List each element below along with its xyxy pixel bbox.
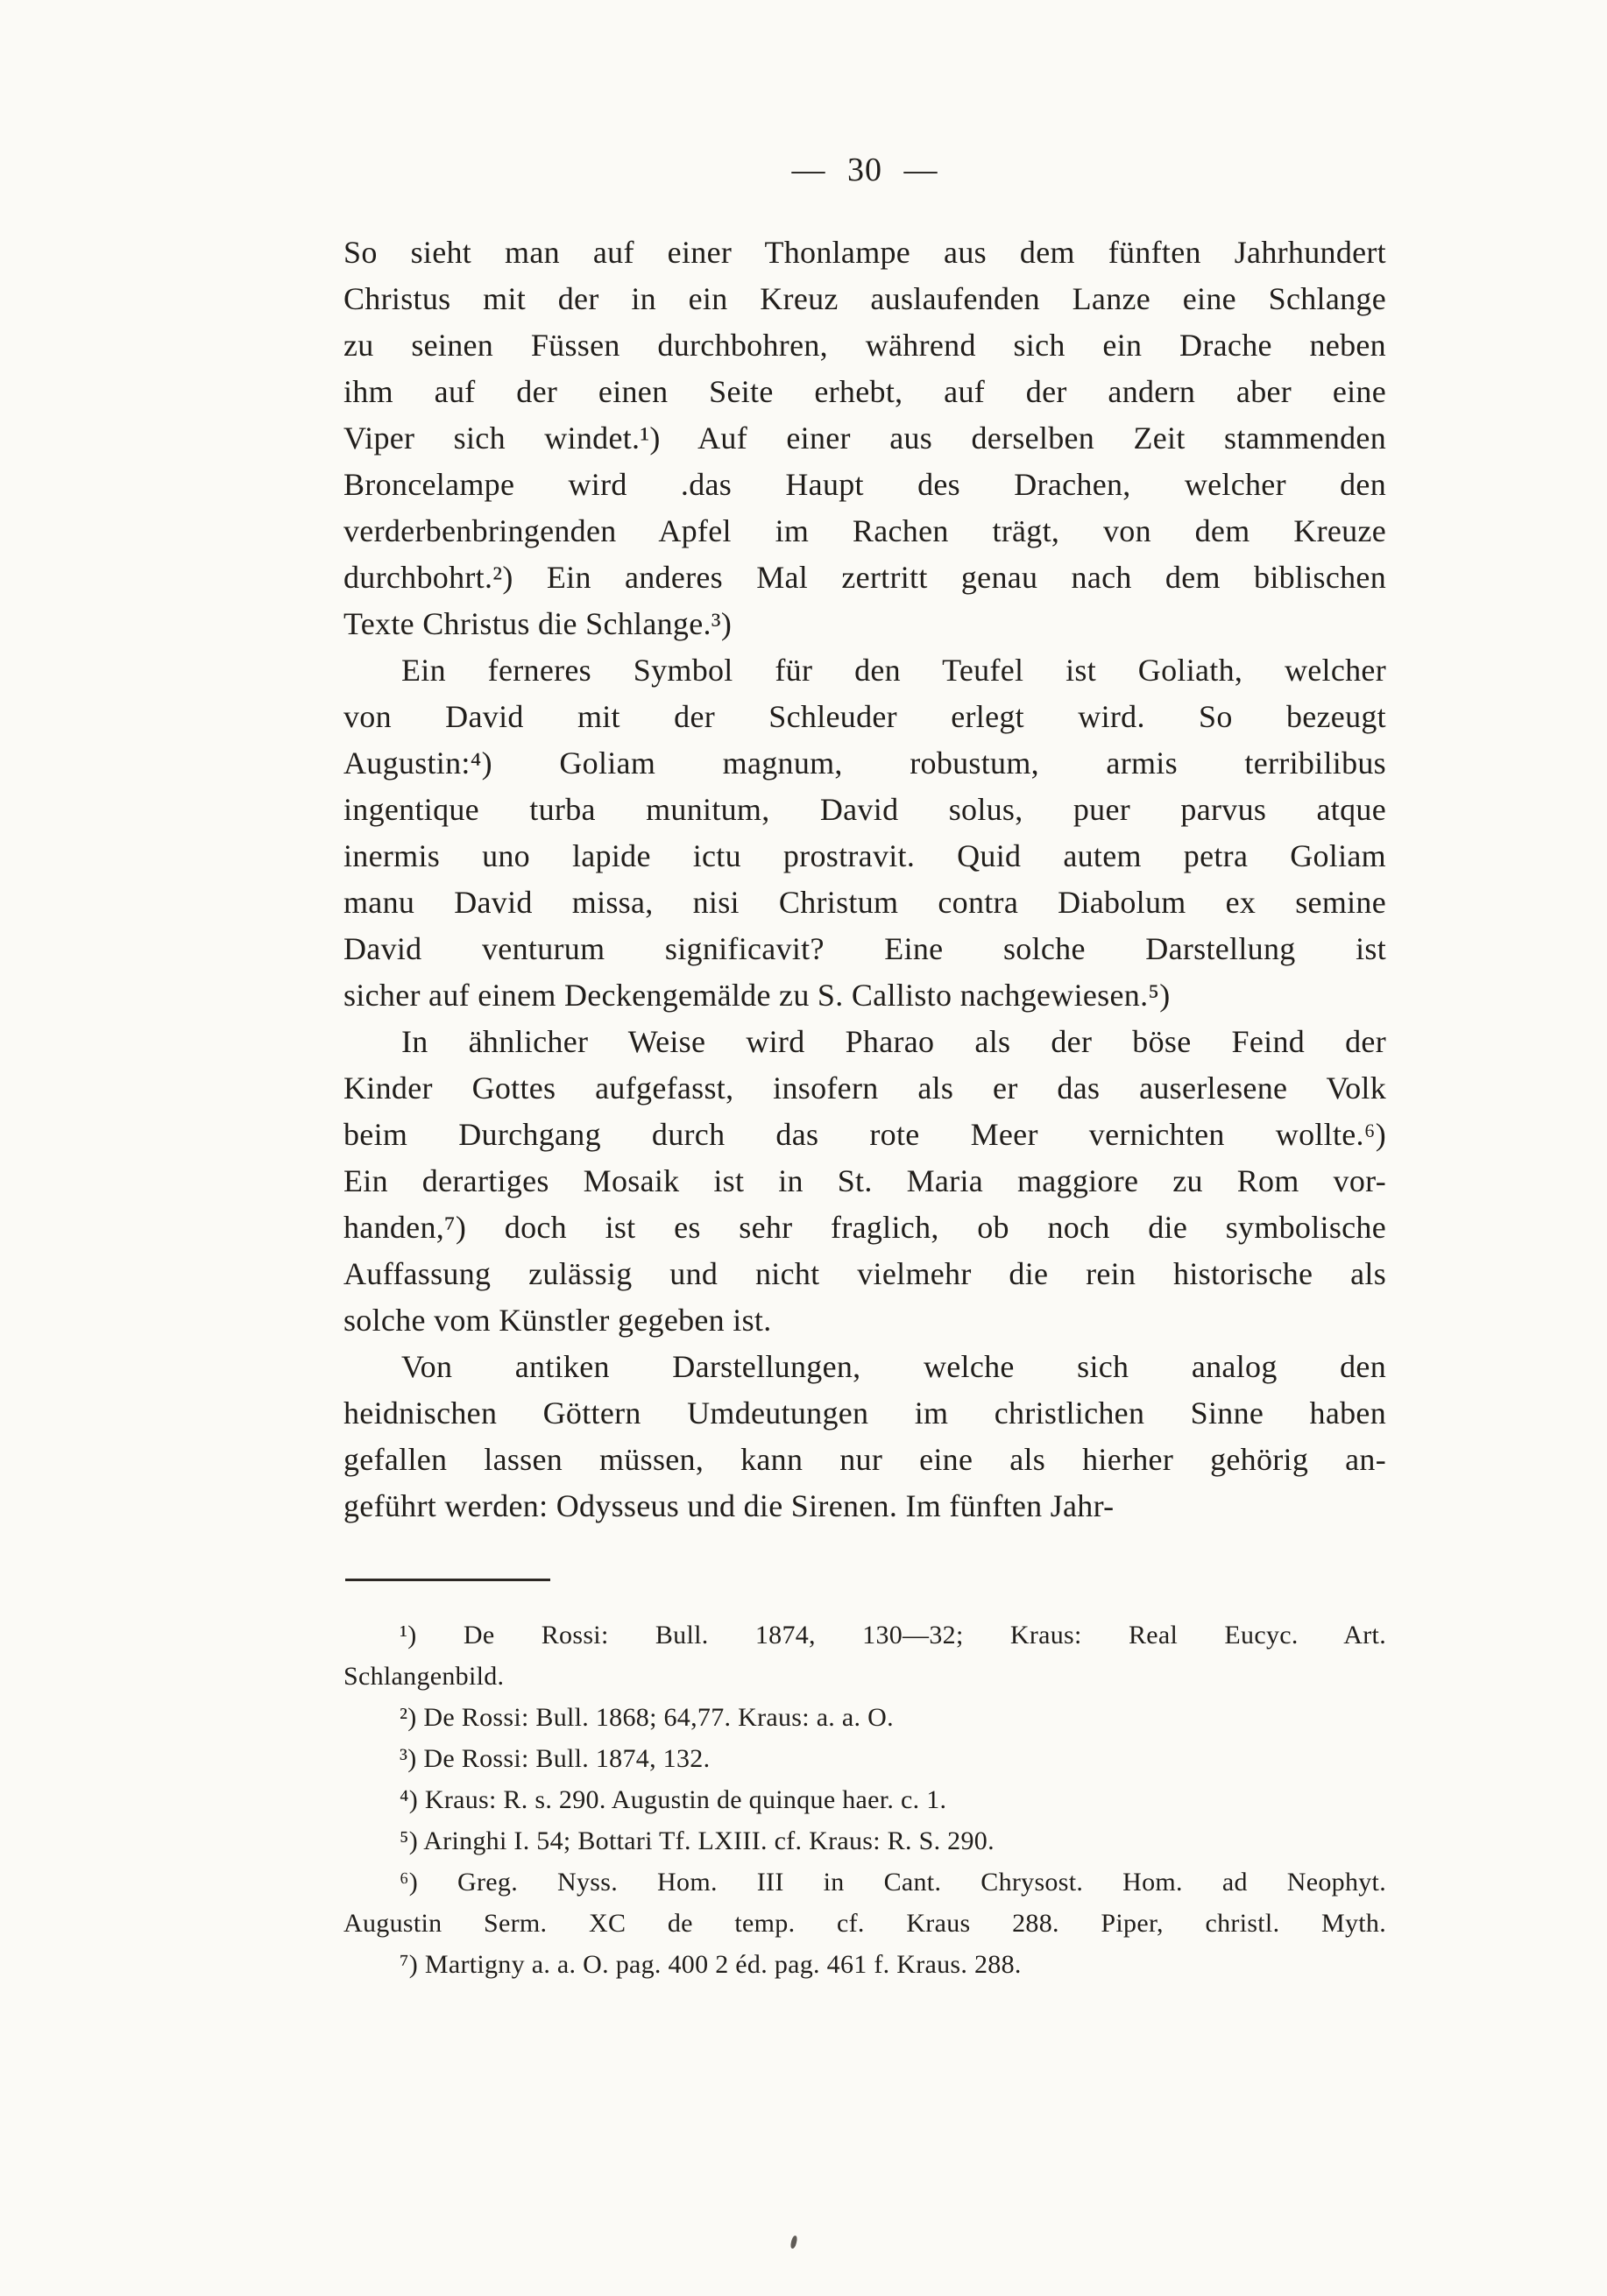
paragraph [343,1019,1386,1344]
paragraph [343,230,1386,647]
footnote-line: ⁷) Martigny a. a. O. pag. 400 2 éd. pag. 461 f. Kraus. 288. [400,1950,1022,1979]
text-line: Ein ferneres Symbol für den Teufel ist Goliath, welcher [401,653,1386,688]
text-line: handen,⁷) doch ist es sehr fraglich, ob noch die symbolische [343,1210,1386,1245]
text-line: inermis uno lapide ictu prostravit. Quid autem petra Goliam [343,838,1386,873]
footnote-line: ⁵) Aringhi I. 54; Bottari Tf. LXIII. cf. Kraus: R. S. 290. [400,1826,995,1855]
footnote-line: ²) De Rossi: Bull. 1868; 64,77. Kraus: a. a. O. [400,1703,894,1732]
text-line: zu seinen Füssen durchbohren, während sich ein Drache neben [343,328,1386,363]
page-number: — 30 — [791,152,938,188]
paragraph [343,1344,1386,1529]
footnote-line: ⁴) Kraus: R. s. 290. Augustin de quinque haer. c. 1. [400,1785,947,1814]
text-line: gefallen lassen müssen, kann nur eine als hierher gehörig an- [343,1442,1386,1477]
text-line: Viper sich windet.¹) Auf einer aus derselben Zeit stammenden [343,420,1386,456]
text-line: In ähnlicher Weise wird Pharao als der böse Feind der [401,1024,1386,1059]
footnote-line: Schlangenbild. [343,1662,505,1691]
footnote-line: Augustin Serm. XC de temp. cf. Kraus 288. Piper, christl. Myth. [343,1909,1386,1938]
text-line: Ein derartiges Mosaik ist in St. Maria maggiore zu Rom vor- [343,1163,1386,1198]
text-line: Augustin:⁴) Goliam magnum, robustum, armis terribilibus [343,745,1386,781]
text-line: David venturum significavit? Eine solche Darstellung ist [343,931,1386,966]
footnote-line: ⁶) Greg. Nyss. Hom. III in Cant. Chrysost. Hom. ad Neophyt. [400,1868,1386,1897]
text-line: verderbenbringenden Apfel im Rachen trägt, von dem Kreuze [343,513,1386,548]
text-line: sicher auf einem Deckengemälde zu S. Callisto nachgewiesen.⁵) [343,978,1171,1013]
text-line: durchbohrt.²) Ein anderes Mal zertritt genau nach dem biblischen [343,560,1386,595]
text-column [343,230,1386,1985]
text-line: Auffassung zulässig und nicht vielmehr die rein historische als [343,1256,1386,1291]
body-paragraphs [343,230,1386,1529]
text-line: ihm auf der einen Seite erhebt, auf der andern aber eine [343,374,1386,409]
scan-artifact-speck [789,2235,797,2249]
text-line: Christus mit der in ein Kreuz auslaufenden Lanze eine Schlange [343,281,1386,316]
text-line: Kinder Gottes aufgefasst, insofern als er das auserlesene Volk [343,1070,1386,1106]
footnote-line: ¹) De Rossi: Bull. 1874, 130—32; Kraus: Real Eucyc. Art. [400,1621,1386,1650]
text-line: Broncelampe wird .das Haupt des Drachen, welcher den [343,467,1386,502]
text-line: ingentique turba munitum, David solus, puer parvus atque [343,792,1386,827]
text-line: beim Durchgang durch das rote Meer vernichten wollte.⁶) [343,1117,1386,1152]
text-line: Von antiken Darstellungen, welche sich analog den [401,1349,1386,1384]
text-line: von David mit der Schleuder erlegt wird. So bezeugt [343,699,1386,734]
footnote-line: ³) De Rossi: Bull. 1874, 132. [400,1744,711,1773]
footnote-divider-rule [345,1579,550,1581]
footnotes-list [343,1614,1386,1985]
paragraph [343,647,1386,1019]
text-line: heidnischen Göttern Umdeutungen im christlichen Sinne haben [343,1395,1386,1431]
text-line: manu David missa, nisi Christum contra Diabolum ex semine [343,885,1386,920]
text-line: geführt werden: Odysseus und die Sirenen. Im fünften Jahr- [343,1488,1115,1523]
text-line: solche vom Künstler gegeben ist. [343,1303,772,1338]
text-line: Texte Christus die Schlange.³) [343,606,733,641]
text-line: So sieht man auf einer Thonlampe aus dem fünften Jahrhundert [343,235,1386,270]
